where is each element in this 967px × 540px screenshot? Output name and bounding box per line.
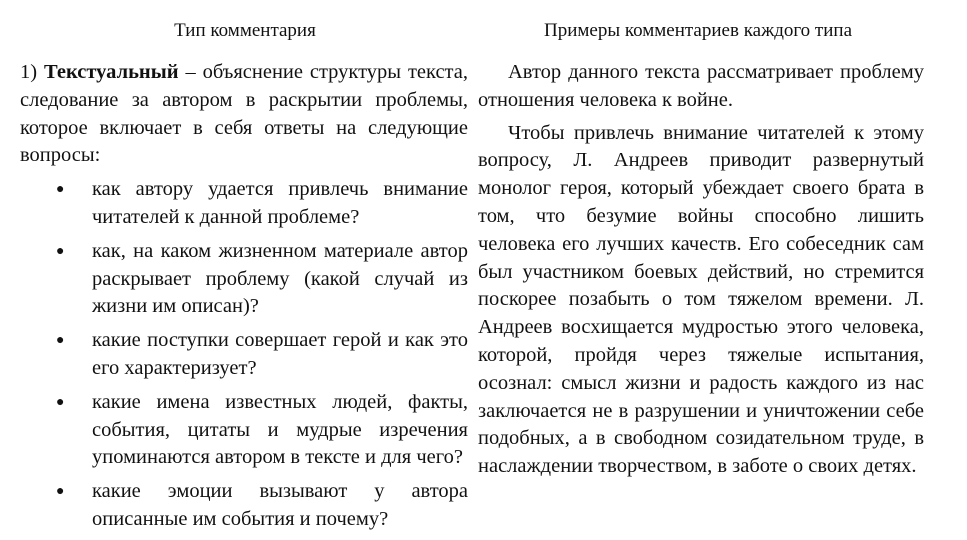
comment-type-column xyxy=(20,59,468,534)
bullet-icon: ● xyxy=(56,182,65,198)
question-item xyxy=(20,478,468,534)
question-text: какие эмоции вызывают у автора описанные им события и почему? xyxy=(92,480,468,530)
example-column xyxy=(478,59,924,481)
question-item xyxy=(20,327,468,383)
question-text: какие имена известных людей, факты, события, цитаты и мудрые изречения упоминаются автором в тексте и для чего? xyxy=(92,390,468,469)
example-paragraph: Чтобы привлечь внимание читателей к этому вопросу, Л. Андреев приводит развернутый монолог героя, который убеждает своего брата в том, что безумие войны способно лишить человека его лучших качеств. Его собеседник сам был участником боевых действий, но стремится поскорее позабыть о том тяжелом времени. Л. Андреев восхищается мудростью этого человека, которой, пройдя через тяжелые испытания, осознал: смысл жизни и радость каждого из нас заключается не в разрушении и уничтожении себе подобных, а в свободном созидательном труде, в наслаждении творчеством, в заботе о своих детях. xyxy=(478,121,924,478)
bullet-icon: ● xyxy=(56,484,65,500)
question-text: как, на каком жизненном материале автор раскрывает проблему (какой случай из жизни им описан)? xyxy=(92,239,468,318)
right-column-header: Примеры комментариев каждого типа xyxy=(543,20,853,41)
question-text: какие поступки совершает герой и как это его характеризует? xyxy=(92,329,468,379)
question-text: как автору удается привлечь внимание читателей к данной проблеме? xyxy=(92,178,468,228)
comment-type-term: Текстуальный xyxy=(43,61,179,83)
left-column-header: Тип комментария xyxy=(174,20,316,41)
bullet-icon: ● xyxy=(56,333,65,349)
bullet-icon: ● xyxy=(56,243,65,259)
comment-type-definition xyxy=(20,59,468,170)
bullet-icon: ● xyxy=(56,394,65,410)
comment-type-intro: – объяснение структуры текста, следование за автором в раскрытии проблемы, которое включает в себя ответы на следующие вопросы: xyxy=(20,61,468,167)
question-item xyxy=(20,238,468,321)
example-paragraph: Автор данного текста рассматривает проблему отношения человека к войне. xyxy=(478,61,924,111)
question-item xyxy=(20,389,468,472)
question-item xyxy=(20,176,468,232)
item-number: 1) xyxy=(20,61,38,83)
question-list xyxy=(20,176,468,534)
